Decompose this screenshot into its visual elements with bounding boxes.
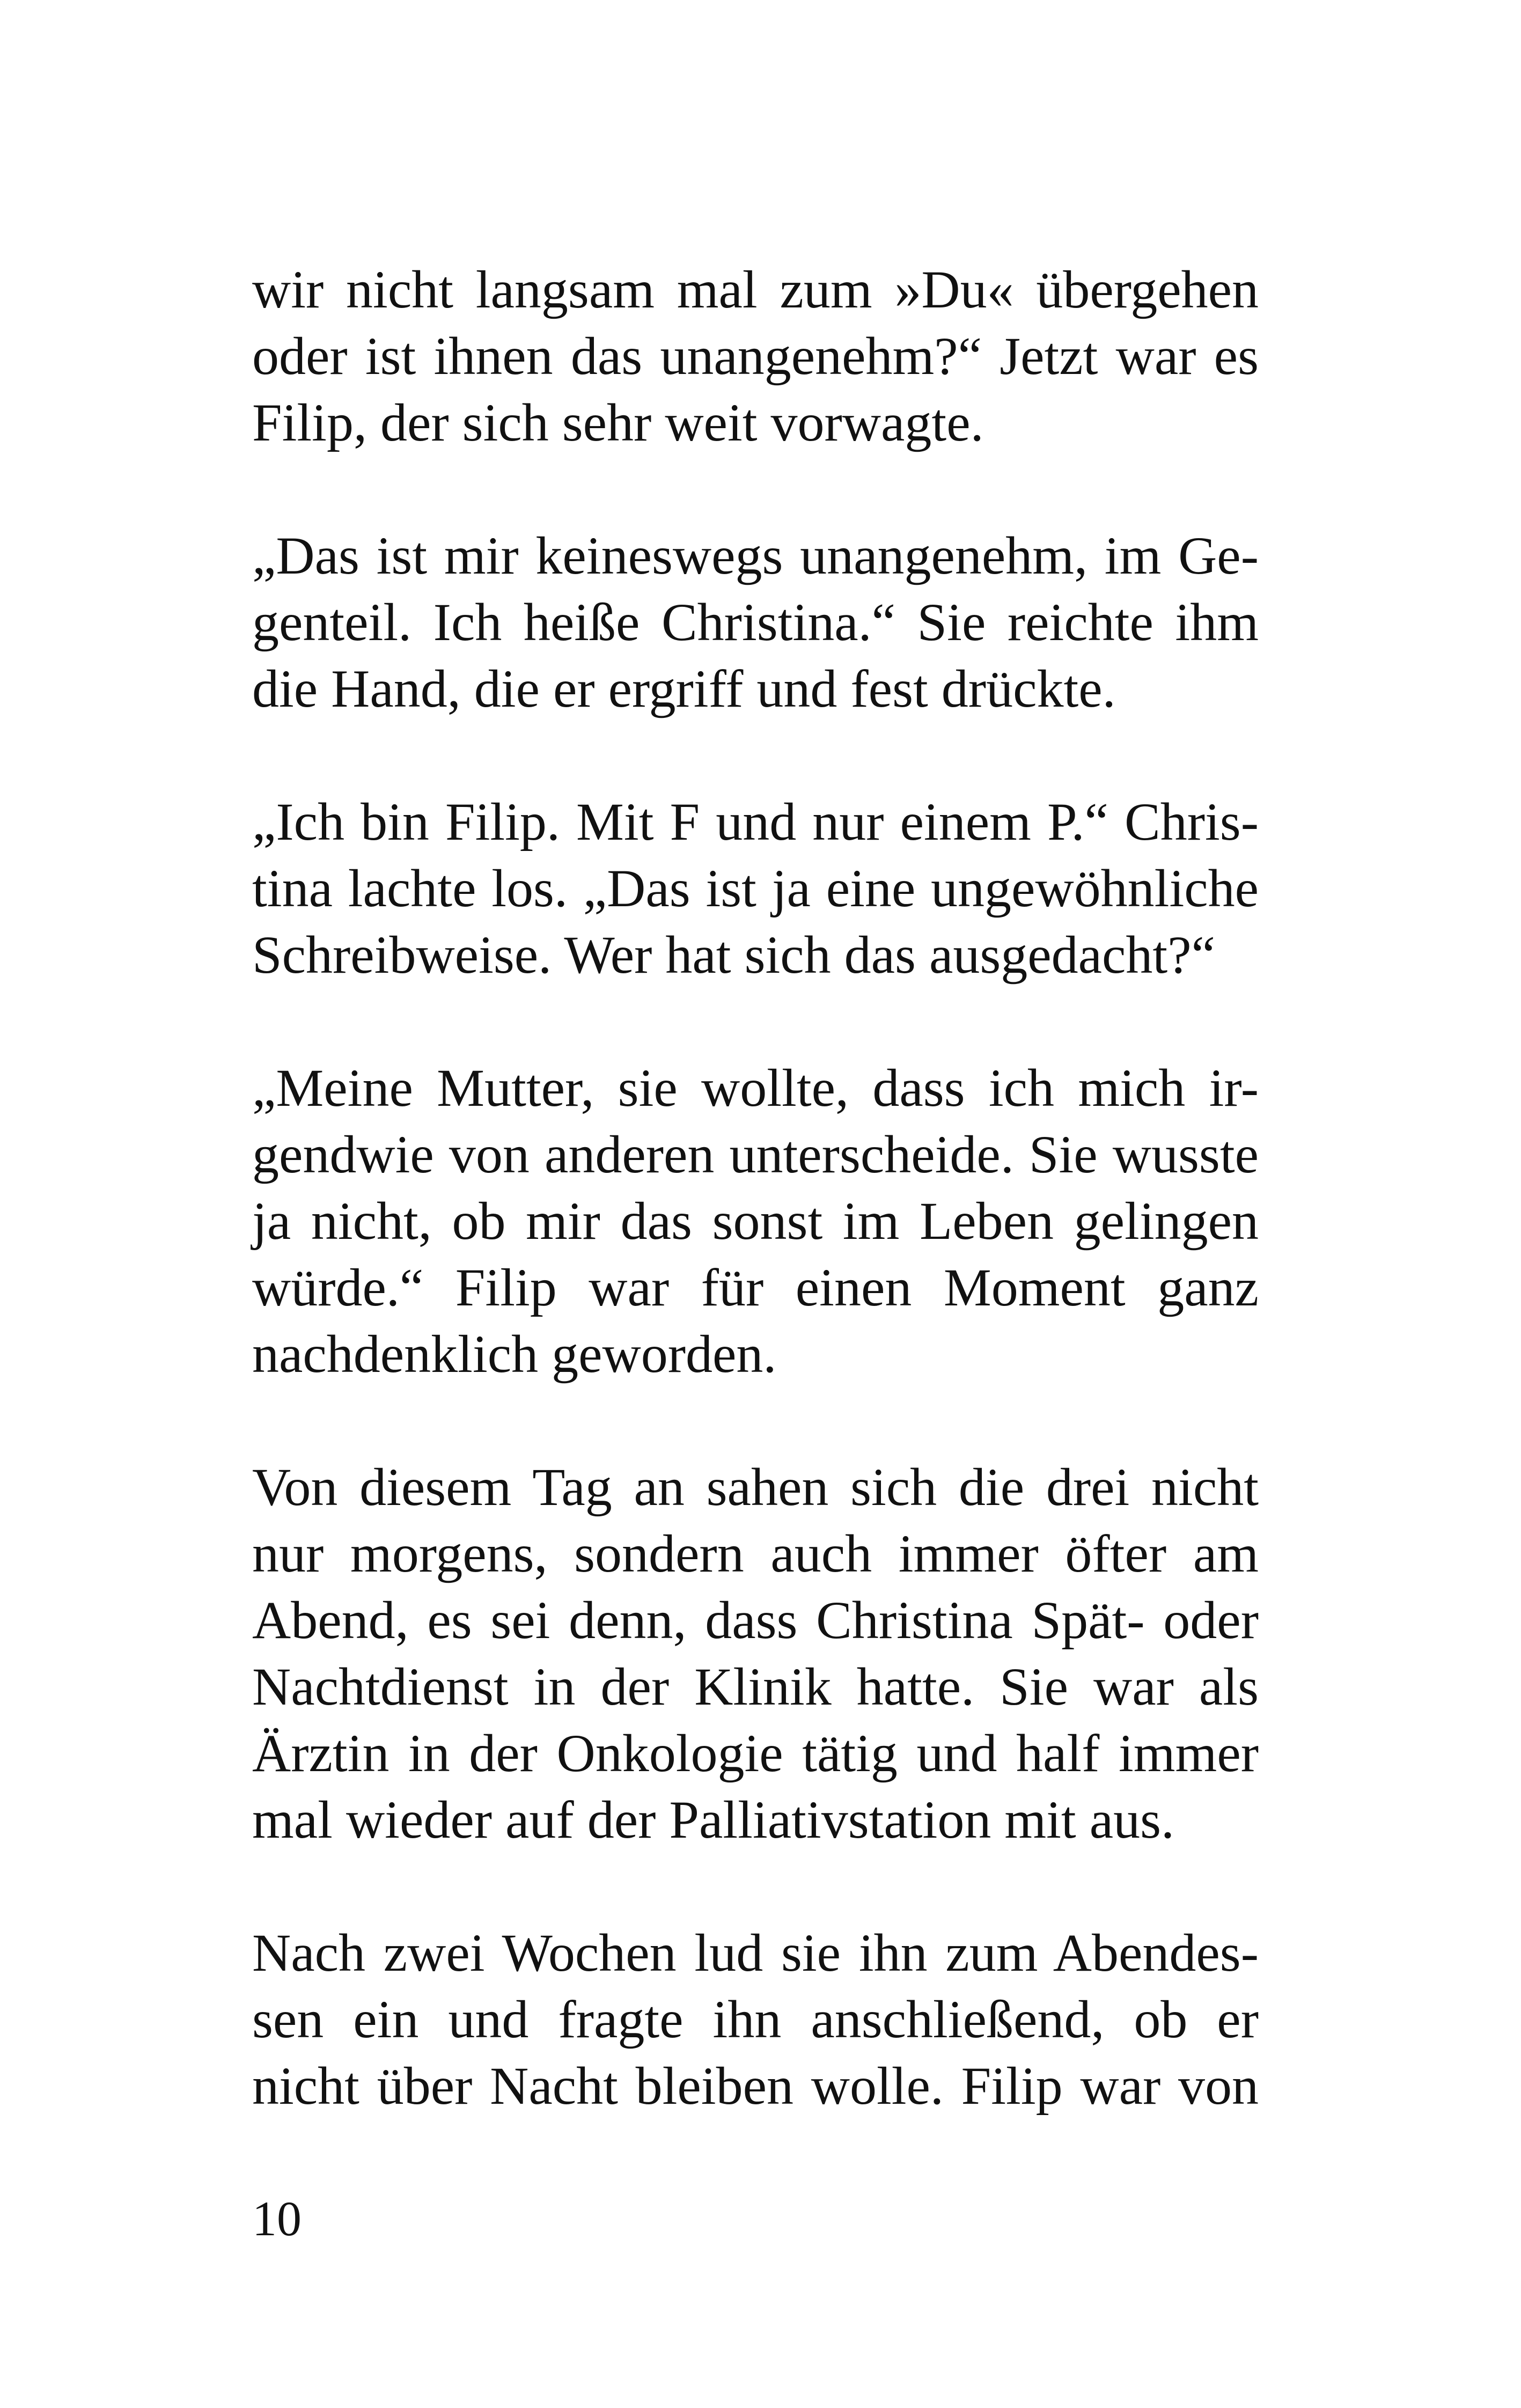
text-line: oder ist ihnen das unangenehm?“ Jetzt war es [252, 326, 1259, 386]
text-line: mal wieder auf der Palliativstation mit aus. [252, 1790, 1174, 1849]
text-line: die Hand, die er ergriff und fest drückte. [252, 659, 1116, 718]
body-text [252, 256, 1259, 2186]
text-line: „Ich bin Filip. Mit F und nur einem P.“ Chris- [252, 792, 1259, 851]
paragraph-4 [252, 1055, 1259, 1387]
paragraph-1 [252, 256, 1259, 456]
text-line: gendwie von anderen unterscheide. Sie wusste [252, 1125, 1259, 1184]
text-line: nachdenklich geworden. [252, 1324, 777, 1384]
text-line: würde.“ Filip war für einen Moment ganz [252, 1258, 1259, 1317]
text-line: Filip, der sich sehr weit vorwagte. [252, 393, 984, 452]
text-line: genteil. Ich heiße Christina.“ Sie reichte ihm [252, 592, 1259, 652]
paragraph-5 [252, 1454, 1259, 1853]
text-line: „Meine Mutter, sie wollte, dass ich mich ir- [252, 1058, 1259, 1118]
text-line: nur morgens, sondern auch immer öfter am [252, 1524, 1259, 1583]
text-line: nicht über Nacht bleiben wolle. Filip war von [252, 2056, 1259, 2116]
text-line: Ärztin in der Onkologie tätig und half immer [252, 1723, 1259, 1783]
paragraph-6 [252, 1920, 1259, 2119]
paragraph-2 [252, 523, 1259, 722]
page-number: 10 [252, 2191, 302, 2246]
text-line: wir nicht langsam mal zum »Du« übergehen [252, 260, 1259, 319]
text-line: „Das ist mir keineswegs unangenehm, im Ge- [252, 526, 1259, 585]
text-line: Nach zwei Wochen lud sie ihn zum Abendes- [252, 1923, 1259, 1983]
paragraph-3 [252, 789, 1259, 988]
text-line: Nachtdienst in der Klinik hatte. Sie war als [252, 1657, 1259, 1716]
text-line: Abend, es sei denn, dass Christina Spät- oder [252, 1590, 1259, 1650]
text-line: Von diesem Tag an sahen sich die drei nicht [252, 1457, 1259, 1517]
text-line: Schreibweise. Wer hat sich das ausgedacht?“ [252, 925, 1215, 985]
text-line: ja nicht, ob mir das sonst im Leben gelingen [252, 1191, 1259, 1251]
text-line: sen ein und fragte ihn anschließend, ob er [252, 1989, 1259, 2049]
text-line: tina lachte los. „Das ist ja eine ungewöhnliche [252, 858, 1259, 918]
